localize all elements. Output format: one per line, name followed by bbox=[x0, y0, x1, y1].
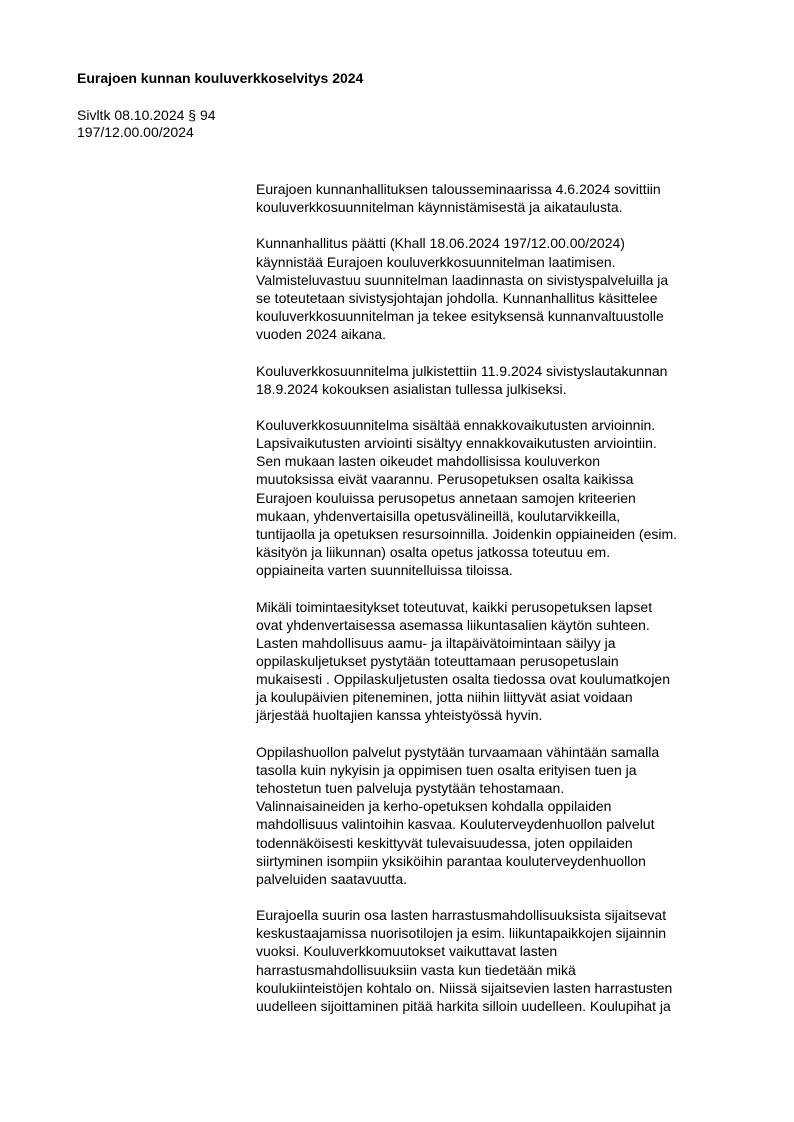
body-paragraph bbox=[256, 180, 746, 216]
paragraph-line: se toteutetaan sivistysjohtajan johdolla. Kunnanhallitus käsittelee bbox=[256, 289, 658, 306]
body-paragraph bbox=[256, 906, 746, 1015]
paragraph-line: Mikäli toimintaesitykset toteutuvat, kaikki perusopetuksen lapset bbox=[256, 598, 653, 615]
paragraph-line: käynnistää Eurajoen kouluverkkosuunnitelman laatimisen. bbox=[256, 253, 616, 270]
paragraph-line: vuoden 2024 aikana. bbox=[256, 326, 386, 343]
paragraph-line: koulukiinteistöjen kohtalo on. Niissä sijaitsevien lasten harrastusten bbox=[256, 979, 673, 996]
paragraph-line: tasolla kuin nykyisin ja oppimisen tuen osalta erityisen tuen ja bbox=[256, 761, 637, 778]
paragraph-line: siirtyminen isompiin yksiköihin parantaa kouluterveydenhuollon bbox=[256, 852, 646, 869]
case-number: 197/12.00.00/2024 bbox=[77, 124, 194, 140]
document-body bbox=[256, 180, 746, 1033]
paragraph-line: ja koulupäivien piteneminen, jotta niihin liittyvät asiat voidaan bbox=[256, 689, 633, 706]
paragraph-line: keskustaajamissa nuorisotilojen ja esim. liikuntapaikkojen sijainnin bbox=[256, 925, 667, 942]
paragraph-line: Lapsivaikutusten arviointi sisältyy ennakkovaikutusten arviointiin. bbox=[256, 435, 657, 452]
body-paragraph bbox=[256, 234, 746, 343]
meeting-reference: Sivltk 08.10.2024 § 94 bbox=[77, 107, 216, 123]
body-paragraph bbox=[256, 743, 746, 888]
paragraph-line: Kouluverkkosuunnitelma julkistettiin 11.9.2024 sivistyslautakunnan bbox=[256, 362, 668, 379]
paragraph-line: mahdollisuus valintoihin kasvaa. Kouluterveydenhuollon palvelut bbox=[256, 816, 655, 833]
paragraph-line: tehostetun tuen palveluja pystytään tehostamaan. bbox=[256, 780, 565, 797]
paragraph-line: käsityön ja liikunnan) osalta opetus jatkossa toteutuu em. bbox=[256, 544, 611, 561]
paragraph-line: Oppilashuollon palvelut pystytään turvaamaan vähintään samalla bbox=[256, 743, 660, 760]
paragraph-line: muutoksissa eivät vaarannu. Perusopetuksen osalta kaikissa bbox=[256, 471, 634, 488]
paragraph-line: oppilaskuljetukset pystytään toteuttamaan perusopetuslain bbox=[256, 653, 619, 669]
paragraph-line: Valinnaisaineiden ja kerho-opetuksen kohdalla oppilaiden bbox=[256, 798, 612, 815]
paragraph-line: Eurajoen kunnanhallituksen talousseminaarissa 4.6.2024 sovittiin bbox=[256, 181, 661, 197]
paragraph-line: 18.9.2024 kokouksen asialistan tullessa julkiseksi. bbox=[256, 380, 567, 397]
paragraph-line: Valmisteluvastuu suunnitelman laadinnasta on sivistyspalveluilla ja bbox=[256, 271, 669, 288]
paragraph-line: mukaisesti . Oppilaskuljetusten osalta tiedossa ovat koulumatkojen bbox=[256, 671, 670, 688]
paragraph-line: Eurajoen kouluissa perusopetus annetaan samojen kriteerien bbox=[256, 489, 636, 506]
document-title: Eurajoen kunnan kouluverkkoselvitys 2024 bbox=[77, 70, 364, 86]
paragraph-line: Eurajoella suurin osa lasten harrastusmahdollisuuksista sijaitsevat bbox=[256, 907, 667, 924]
paragraph-line: uudelleen sijoittaminen pitää harkita silloin uudelleen. Koulupihat ja bbox=[256, 997, 671, 1014]
body-paragraph bbox=[256, 416, 746, 579]
paragraph-line: palveluiden saatavuutta. bbox=[256, 870, 407, 887]
paragraph-line: järjestää huoltajien kanssa yhteistyössä hyvin. bbox=[256, 707, 543, 724]
body-paragraph bbox=[256, 598, 746, 725]
paragraph-line: mukaan, yhdenvertaisilla opetusvälineillä, koulutarvikkeilla, bbox=[256, 507, 621, 524]
paragraph-line: Lasten mahdollisuus aamu- ja iltapäivätoimintaan säilyy ja bbox=[256, 634, 616, 651]
paragraph-line: harrastusmahdollisuuksiin vasta kun tiedetään mikä bbox=[256, 961, 576, 978]
paragraph-line: Kouluverkkosuunnitelma sisältää ennakkovaikutusten arvioinnin. bbox=[256, 416, 656, 433]
paragraph-line: ovat yhdenvertaisessa asemassa liikuntasalien käytön suhteen. bbox=[256, 616, 650, 633]
paragraph-line: kouluverkkosuunnitelman ja tekee esityksensä kunnanvaltuustolle bbox=[256, 308, 664, 325]
paragraph-line: Kunnanhallitus päätti (Khall 18.06.2024 197/12.00.00/2024) bbox=[256, 235, 625, 252]
paragraph-line: todennäköisesti keskittyvät tulevaisuudessa, joten oppilaiden bbox=[256, 834, 633, 851]
paragraph-line: oppiaineita varten suunnitelluissa tiloissa. bbox=[256, 562, 513, 579]
body-paragraph bbox=[256, 362, 746, 398]
document-meta bbox=[77, 107, 216, 141]
paragraph-line: vuoksi. Kouluverkkomuutokset vaikuttavat lasten bbox=[256, 943, 558, 960]
paragraph-line: Sen mukaan lasten oikeudet mahdollisissa kouluverkon bbox=[256, 453, 600, 470]
paragraph-line: tuntijaolla ja opetuksen resursoinnilla. Joidenkin oppiaineiden (esim. bbox=[256, 525, 678, 542]
paragraph-line: kouluverkkosuunnitelman käynnistämisestä ja aikataulusta. bbox=[256, 199, 623, 216]
